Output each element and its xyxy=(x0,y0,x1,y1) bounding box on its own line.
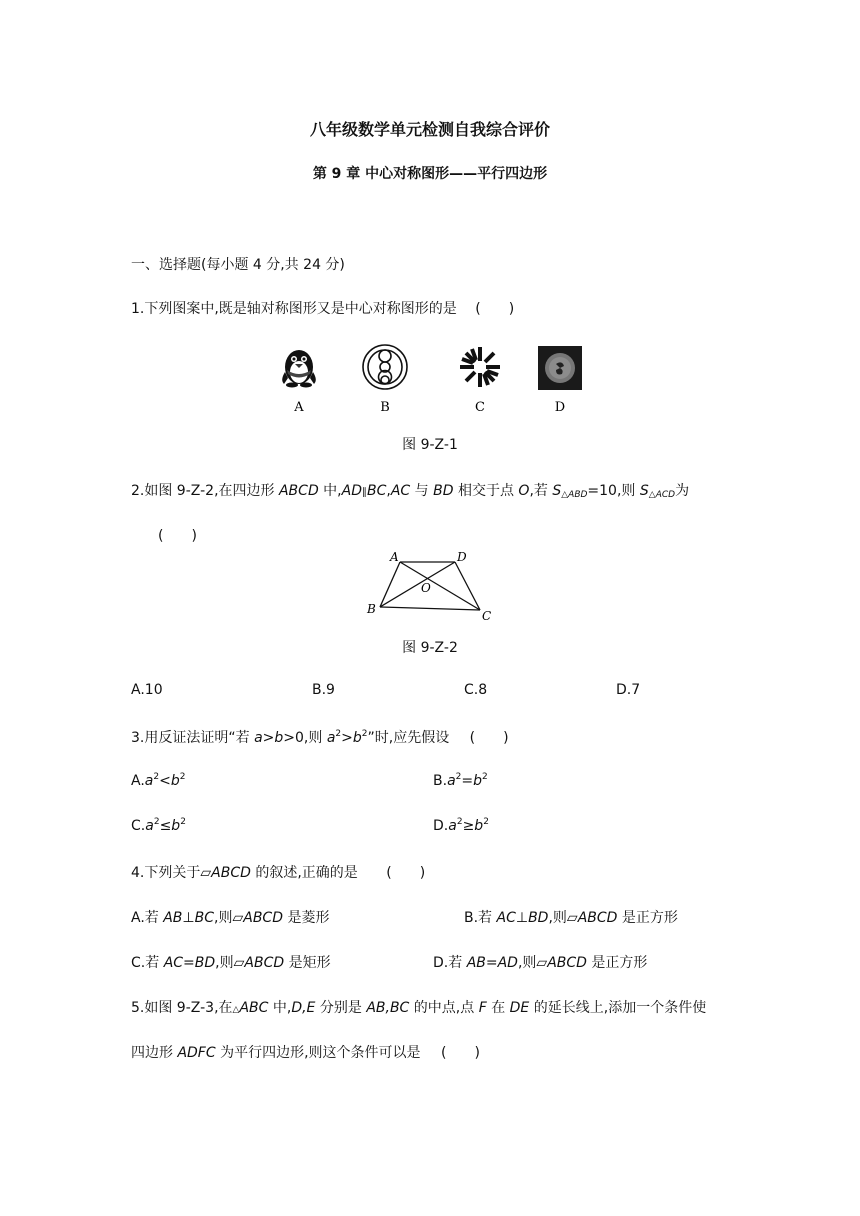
question-1 xyxy=(131,298,514,318)
option-c: $C.a^2\le b^2$ xyxy=(131,817,186,834)
page-title: 八年级数学单元检测自我综合评价 xyxy=(309,120,550,139)
option-b: B.若 AC⊥BD,则▱ABCD 是正方形 xyxy=(464,910,678,926)
svg-text:A: A xyxy=(390,550,399,564)
starburst-icon xyxy=(460,347,500,387)
option-a: A.若 AB⊥BC,则▱ABCD 是菱形 xyxy=(131,910,330,926)
figure-label-c: C xyxy=(475,400,485,415)
figure-label-b: B xyxy=(380,400,390,415)
option-d: D.若 AB=AD,则▱ABCD 是正方形 xyxy=(433,955,648,971)
figure-label-a: A xyxy=(294,400,304,415)
question-3: 3.用反证法证明“若 a>b>0,则 $a^2>b^2$”时,应先假设 ( ) xyxy=(131,729,509,746)
answer-paren: ( ) xyxy=(158,528,197,544)
svg-text:D: D xyxy=(457,550,467,564)
figure-label-d: D xyxy=(554,400,566,415)
answer-paren: ( ) xyxy=(469,730,509,746)
figure-9-z-1 xyxy=(270,340,600,420)
option-d: $D.a^2\ge b^2$ xyxy=(433,817,489,834)
penguin-icon xyxy=(282,350,316,388)
question-2: 2.如图 9-Z-2,在四边形 ABCD 中,AD∥BC,AC 与 BD 相交于点 O,若 $S_{\triangle ABD}=10$,则 $S_{\triangle ACD}$为 xyxy=(131,483,690,500)
question-1-stem: 1.下列图案中,既是轴对称图形又是中心对称图形的是 xyxy=(131,301,457,317)
nested-circles-icon xyxy=(363,345,407,389)
figure-9-z-2 xyxy=(360,550,500,625)
option-a: A.10 xyxy=(131,682,163,698)
question-5-line-2: 四边形 ADFC 为平行四边形,则这个条件可以是 ( ) xyxy=(131,1045,480,1061)
figure-caption-2: 图 9-Z-2 xyxy=(402,640,458,656)
option-a: $A.a^2<b^2$ xyxy=(131,772,186,789)
svg-text:B: B xyxy=(367,602,376,616)
option-c: C.8 xyxy=(464,682,488,698)
section-heading: 一、选择题(每小题 4 分,共 24 分) xyxy=(131,257,345,273)
figure-caption-1: 图 9-Z-1 xyxy=(402,437,458,453)
question-5: 5.如图 9-Z-3,在△ABC 中,D,E 分别是 AB,BC 的中点,点 F 在 DE 的延长线上,添加一个条件使 xyxy=(131,1000,707,1016)
answer-paren: ( ) xyxy=(386,865,426,881)
svg-text:O: O xyxy=(421,581,431,595)
answer-paren: ( ) xyxy=(441,1045,480,1061)
answer-paren: ( ) xyxy=(475,301,515,317)
option-c: C.若 AC=BD,则▱ABCD 是矩形 xyxy=(131,955,331,971)
square-logo-icon xyxy=(538,346,582,390)
question-4: 4.下列关于▱ABCD 的叙述,正确的是 ( ) xyxy=(131,865,426,881)
option-b: $B.a^2=b^2$ xyxy=(433,772,488,789)
page-subtitle: 第 9 章 中心对称图形——平行四边形 xyxy=(312,166,548,182)
svg-text:C: C xyxy=(482,609,492,623)
option-b: B.9 xyxy=(312,682,335,698)
option-d: D.7 xyxy=(616,682,641,698)
